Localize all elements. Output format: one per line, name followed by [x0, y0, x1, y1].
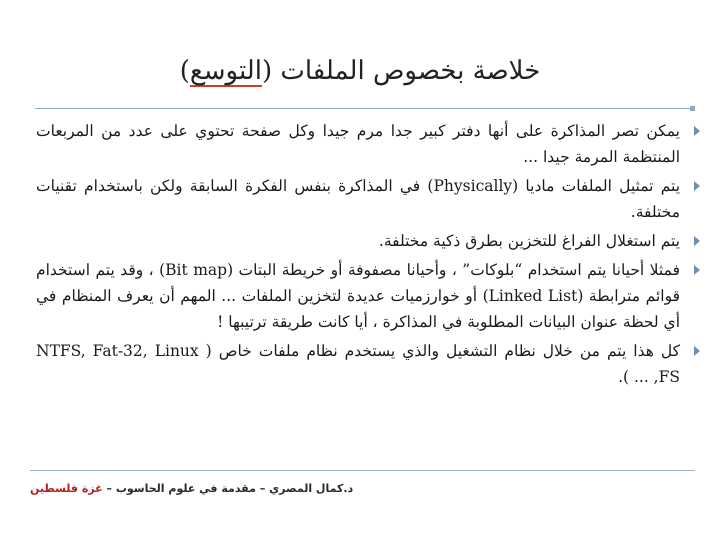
bullet-list: [36, 118, 700, 393]
footer-divider: [30, 470, 695, 471]
footer-author: د.كمال المصري – مقدمة في علوم الحاسوب –: [102, 482, 354, 495]
bullet-item: [36, 257, 700, 335]
bullet-item: [36, 338, 700, 390]
title-end: ): [179, 56, 190, 86]
slide-title: [30, 46, 690, 96]
bullet-text: فمثلا أحيانا يتم استخدام “بلوكات” ، وأحيانا مصفوفة أو خريطة البتات (Bit map) ، وقد يتم استخدام قوائم مترابطة (Linked List) أو خوارزميات عديدة لتخزين الملفات ... المهم أن يعرف المنظام في أي لحظة عنوان البيانات المطلوبة في المذاكرة ، أيا كانت طريقة ترتيبها !: [36, 261, 680, 331]
bullet-arrow-icon: [694, 181, 700, 191]
bullet-arrow-icon: [694, 236, 700, 246]
footer-place: غزة فلسطين: [30, 482, 103, 495]
bullet-item: [36, 173, 700, 225]
title-highlight: التوسع: [189, 56, 262, 86]
title-main: خلاصة بخصوص الملفات (: [261, 56, 541, 86]
bullet-text: يمكن تصر المذاكرة على أنها دفتر كبير جدا مرم جيدا وكل صفحة تحتوي على عدد من المربعات المنتظمة المرمة جيدا ...: [36, 122, 680, 166]
bullet-item: [36, 118, 700, 170]
slide-footer: [30, 482, 696, 495]
bullet-arrow-icon: [694, 126, 700, 136]
bullet-arrow-icon: [694, 265, 700, 275]
bullet-arrow-icon: [694, 346, 700, 356]
bullet-item: [36, 228, 700, 254]
title-divider: [35, 108, 695, 109]
bullet-text: يتم تمثيل الملفات ماديا (Physically) في المذاكرة بنفس الفكرة السابقة ولكن باستخدام تقنيات مختلفة.: [36, 177, 681, 221]
bullet-text: يتم استغلال الفراغ للتخزين بطرق ذكية مختلفة.: [378, 232, 680, 250]
bullet-text: كل هذا يتم من خلال نظام التشغيل والذي يستخدم نظام ملفات خاص ( NTFS, Fat-32, Linux FS, ... ).: [36, 342, 680, 386]
